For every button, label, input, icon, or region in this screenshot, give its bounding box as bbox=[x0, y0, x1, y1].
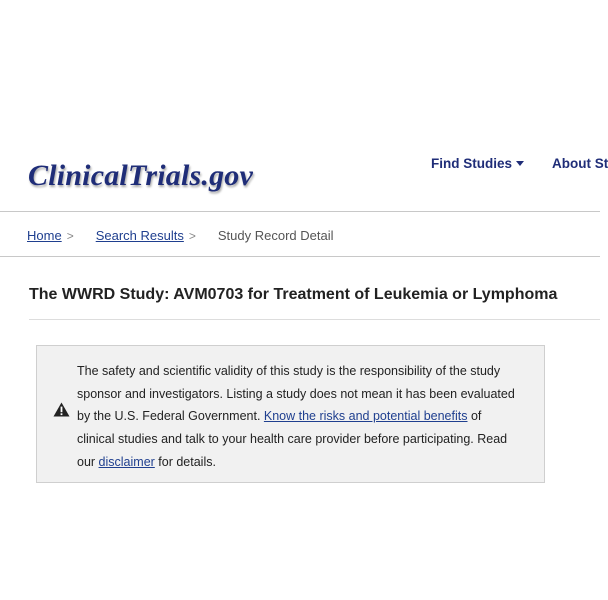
breadcrumb-search-results-link[interactable]: Search Results bbox=[95, 228, 184, 243]
notice-text bbox=[77, 360, 517, 474]
disclaimer-link[interactable]: disclaimer bbox=[98, 454, 155, 469]
main-nav bbox=[431, 156, 608, 171]
breadcrumb-separator: > bbox=[66, 229, 74, 243]
study-title: The WWRD Study: AVM0703 for Treatment of Leukemia or Lymphoma bbox=[29, 286, 558, 303]
notice-text-part2: of clinical studies and talk to your health care provider before participating. Read our bbox=[77, 409, 508, 469]
nav-about-studies[interactable]: About St bbox=[552, 156, 608, 171]
notice-text-part3: for details. bbox=[154, 454, 216, 469]
notice-text-part1: The safety and scientific validity of this study is the responsibility of the study sponsor and investigators. Listing a study does not mean it has been evaluated by the U.S. Federal Government. bbox=[77, 364, 515, 424]
disclaimer-notice bbox=[36, 345, 545, 483]
nav-find-studies-label: Find Studies bbox=[431, 156, 512, 171]
site-header bbox=[0, 0, 608, 212]
site-logo[interactable]: ClinicalTrials.gov bbox=[28, 159, 253, 192]
nav-find-studies[interactable] bbox=[431, 156, 524, 171]
breadcrumb-separator: > bbox=[188, 229, 196, 243]
risks-benefits-link[interactable]: Know the risks and potential benefits bbox=[263, 409, 468, 424]
breadcrumb bbox=[27, 228, 334, 243]
breadcrumb-divider bbox=[0, 256, 600, 257]
warning-icon bbox=[53, 402, 70, 417]
breadcrumb-home-link[interactable]: Home bbox=[27, 228, 62, 243]
caret-down-icon bbox=[516, 161, 524, 166]
title-divider bbox=[29, 319, 600, 320]
breadcrumb-current: Study Record Detail bbox=[217, 228, 334, 243]
